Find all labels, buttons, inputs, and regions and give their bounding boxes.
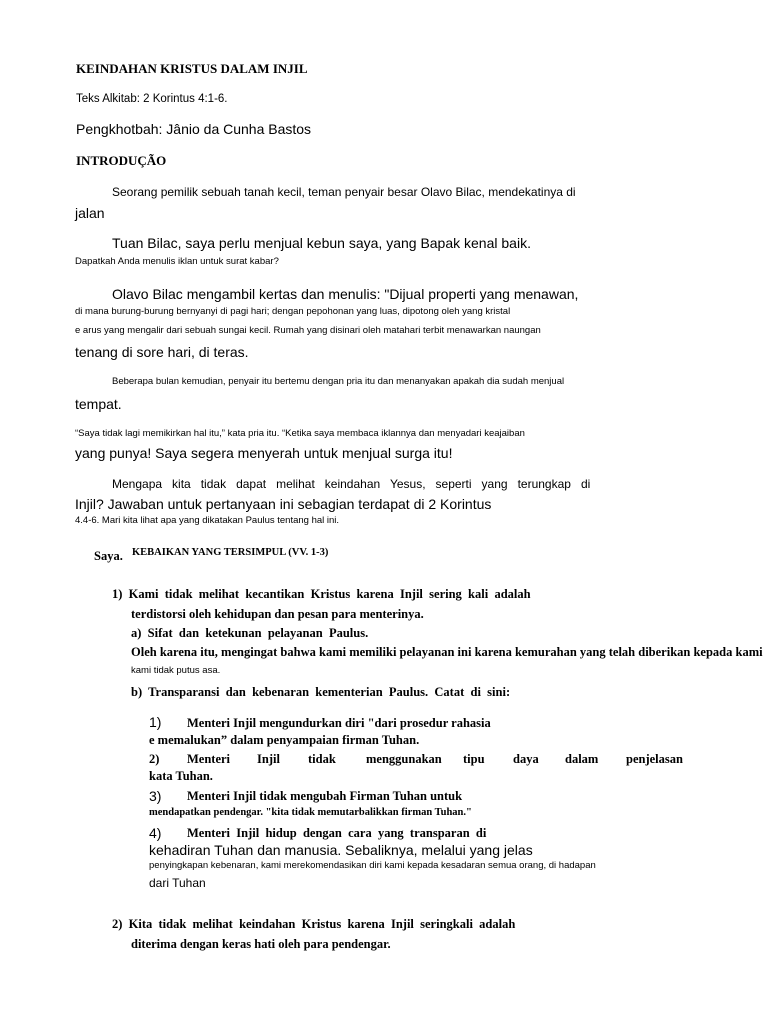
document-title: KEINDAHAN KRISTUS DALAM INJIL [76,61,308,76]
intro-paragraph-1-line-1: Seorang pemilik sebuah tanah kecil, teman penyair besar Olavo Bilac, mendekatinya di [112,185,576,199]
preacher-line: Pengkhotbah: Jânio da Cunha Bastos [76,121,312,137]
list-item-4-line-2: kehadiran Tuhan dan manusia. Sebaliknya, melalui yang jelas [149,842,533,858]
intro-paragraph-6-line-3: 4.4-6. Mari kita lihat apa yang dikatakan Paulus tentang hal ini. [75,515,340,526]
intro-paragraph-3-line-4: tenang di sore hari, di teras. [75,344,249,360]
intro-paragraph-3-line-3: e arus yang mengalir dari sebuah sungai kecil. Rumah yang disinari oleh matahari terbit menawarkan naungan [75,325,541,336]
list-item-2-word-6: daya [513,752,539,766]
list-item-2-word-7: dalam [565,752,599,766]
intro-paragraph-5-line-1: “Saya tidak lagi memikirkan hal itu,” kata pria itu. “Ketika saya membaca iklannya dan menyadari keajaiban [75,428,525,439]
intro-paragraph-6-line-2: Injil? Jawaban untuk pertanyaan ini sebagian terdapat di 2 Korintus [75,496,492,512]
list-item-1-line-2: e memalukan” dalam penyampaian firman Tuhan. [149,733,420,747]
subpoint-a-text-line-1: Oleh karena itu, mengingat bahwa kami memiliki pelayanan ini karena kemurahan yang telah diberikan kepada kami [131,645,763,659]
section-1-label: Saya. [94,549,123,563]
subpoint-a-text-line-2: kami tidak putus asa. [131,665,221,676]
intro-paragraph-2-line-1: Tuan Bilac, saya perlu menjual kebun saya, yang Bapak kenal baik. [112,235,531,251]
subpoint-a-heading: a) Sifat dan ketekunan pelayanan Paulus. [131,626,369,640]
intro-paragraph-4-line-2: tempat. [75,396,122,412]
section-1-heading: KEBAIKAN YANG TERSIMPUL (VV. 1-3) [132,547,329,558]
intro-paragraph-6-line-1: Mengapa kita tidak dapat melihat keindahan Yesus, seperti yang terungkap di [112,477,591,491]
list-item-1-number: 1) [149,714,162,730]
list-item-3-line-1: Menteri Injil tidak mengubah Firman Tuhan untuk [187,789,463,803]
list-item-2-number: 2) [149,752,160,766]
bible-text-reference: Teks Alkitab: 2 Korintus 4:1-6. [76,93,228,105]
list-item-2-word-1: Menteri [187,752,231,766]
list-item-2-word-8: penjelasan [626,752,683,766]
subpoint-b-heading: b) Transparansi dan kebenaran kementerian Paulus. Catat di sini: [131,685,511,699]
list-item-3-line-2: mendapatkan pendengar. "kita tidak memutarbalikkan firman Tuhan." [149,807,472,818]
section-1-point-1-line-1: 1) Kami tidak melihat kecantikan Kristus karena Injil sering kali adalah [112,587,531,601]
list-item-2-word-2: Injil [257,752,280,766]
list-item-1-line-1: Menteri Injil mengundurkan diri "dari prosedur rahasia [187,716,491,730]
list-item-2-line-2: kata Tuhan. [149,769,213,783]
intro-paragraph-1-line-2: jalan [75,205,105,221]
intro-heading: INTRODUÇÃO [76,153,167,168]
list-item-2-word-4: menggunakan [366,752,442,766]
intro-paragraph-3-line-1: Olavo Bilac mengambil kertas dan menulis: "Dijual properti yang menawan, [112,286,579,302]
list-item-4-number: 4) [149,825,162,841]
list-item-2-word-3: tidak [308,752,336,766]
section-1-point-1-line-2: terdistorsi oleh kehidupan dan pesan para menterinya. [131,607,424,621]
list-item-3-number: 3) [149,788,162,804]
list-item-4-line-4: dari Tuhan [149,876,206,890]
intro-paragraph-4-line-1: Beberapa bulan kemudian, penyair itu bertemu dengan pria itu dan menanyakan apakah dia sudah menjual [112,376,565,387]
intro-paragraph-2-line-2: Dapatkah Anda menulis iklan untuk surat kabar? [75,256,279,267]
intro-paragraph-3-line-2: di mana burung-burung bernyanyi di pagi hari; dengan pepohonan yang luas, dipotong oleh yang kristal [75,306,511,317]
intro-paragraph-5-line-2: yang punya! Saya segera menyerah untuk menjual surga itu! [75,445,453,461]
section-1-point-2-line-2: diterima dengan keras hati oleh para pendengar. [131,937,391,951]
list-item-4-line-3: penyingkapan kebenaran, kami merekomendasikan diri kami kepada kesadaran semua orang, di hadapan [149,860,596,871]
list-item-2-word-5: tipu [463,752,485,766]
list-item-4-line-1: Menteri Injil hidup dengan cara yang transparan di [187,826,487,840]
section-1-point-2-line-1: 2) Kita tidak melihat keindahan Kristus karena Injil seringkali adalah [112,917,516,931]
